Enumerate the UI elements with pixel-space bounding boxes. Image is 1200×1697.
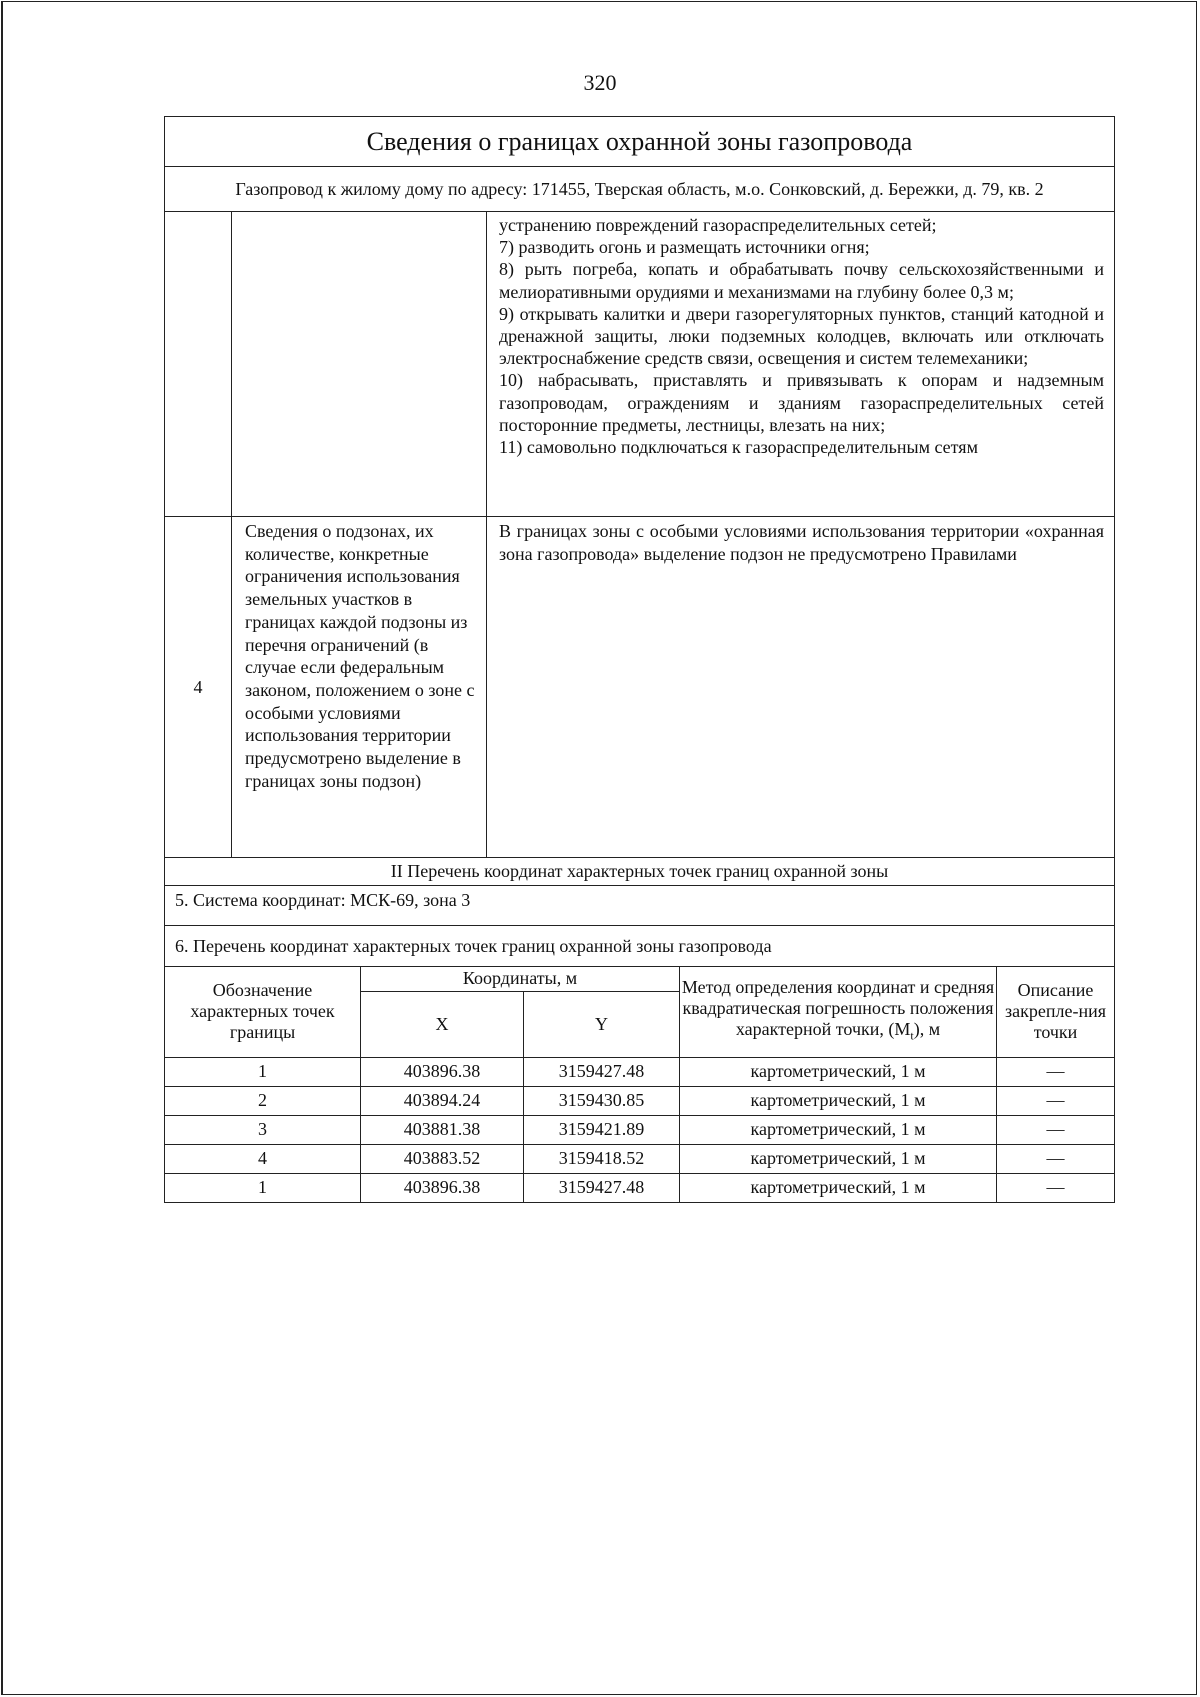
point-description: — — [997, 1086, 1115, 1115]
table-row — [165, 1115, 1115, 1144]
header-method: Метод определения координат и средняя квадратическая погрешность положения характерной точки, $(M_t)$, м — [680, 966, 997, 1057]
point-y: 3159427.48 — [524, 1057, 680, 1086]
header-designation: Обозначение характерных точек границы — [165, 966, 361, 1057]
point-y: 3159418.52 — [524, 1144, 680, 1173]
point-description: — — [997, 1115, 1115, 1144]
object-description: Газопровод к жилому дому по адресу: 171455, Тверская область, м.о. Сонковский, д. Бережки, д. 79, кв. 2 — [165, 167, 1115, 212]
rule-item: устранению повреждений газораспределительных сетей; — [499, 215, 937, 235]
point-x: 403896.38 — [361, 1057, 524, 1086]
point-y: 3159430.85 — [524, 1086, 680, 1115]
section-2-title: II Перечень координат характерных точек границ охранной зоны — [165, 858, 1115, 886]
point-method: картометрический, 1 м — [680, 1173, 997, 1202]
subzones-label: Сведения о подзонах, их количестве, конкретные ограничения использования земельных участков в границах каждой подзоны из перечня ограничений (в случае если федеральным законом, положением о зоне с особыми условиями использования территории предусмотрено выделение в границах зоны подзон) — [245, 521, 475, 791]
point-x: 403896.38 — [361, 1173, 524, 1202]
document-title: Сведения о границах охранной зоны газопровода — [165, 117, 1115, 167]
point-designation: 1 — [165, 1057, 361, 1086]
header-description: Описание закрепле-ния точки — [997, 966, 1115, 1057]
rules-text-cell — [487, 212, 1115, 517]
table-row — [165, 1144, 1115, 1173]
table-row — [165, 1086, 1115, 1115]
point-y: 3159421.89 — [524, 1115, 680, 1144]
rule-item: 7) разводить огонь и размещать источники огня; — [499, 237, 870, 258]
rules-label-cell — [232, 212, 487, 517]
rule-item: 10) набрасывать, приставлять и привязывать к опорам и надземным газопроводам, ограждениям и зданиям газораспределительных сетей посторонние предметы, лестницы, влезать на них; — [499, 370, 1104, 435]
document-body — [164, 116, 1115, 1203]
point-y: 3159427.48 — [524, 1173, 680, 1202]
subzones-row — [165, 517, 1115, 858]
header-y: Y — [524, 991, 680, 1057]
page-number: 320 — [583, 70, 617, 95]
point-designation: 3 — [165, 1115, 361, 1144]
rule-item: 8) рыть погреба, копать и обрабатывать почву сельскохозяйственными и мелиоративными орудиями и механизмами на глубину более 0,3 м; — [499, 259, 1104, 302]
point-designation: 4 — [165, 1144, 361, 1173]
point-x: 403883.52 — [361, 1144, 524, 1173]
zone-info-table — [164, 116, 1115, 967]
rules-row — [165, 212, 1115, 517]
header-coordinates: Координаты, м — [361, 966, 680, 991]
point-method: картометрический, 1 м — [680, 1057, 997, 1086]
rule-item: 9) открывать калитки и двери газорегуляторных пунктов, станций катодной и дренажной защиты, люки подземных колодцев, включать или отключать электроснабжение средств связи, освещения и систем телемеханики; — [499, 303, 1104, 369]
rules-number-cell — [165, 212, 232, 517]
point-x: 403894.24 — [361, 1086, 524, 1115]
coordinates-table — [164, 966, 1115, 1203]
point-designation: 1 — [165, 1173, 361, 1202]
point-method: картометрический, 1 м — [680, 1144, 997, 1173]
point-designation: 2 — [165, 1086, 361, 1115]
subzones-number: 4 — [165, 517, 232, 858]
coordinate-system: 5. Система координат: МСК-69, зона 3 — [165, 886, 1115, 926]
coordinate-list-title: 6. Перечень координат характерных точек границ охранной зоны газопровода — [165, 926, 1115, 967]
header-x: X — [361, 991, 524, 1057]
point-description: — — [997, 1173, 1115, 1202]
rule-item: 11) самовольно подключаться к газораспределительным сетям — [499, 437, 978, 458]
subzones-value: В границах зоны с особыми условиями использования территории «охранная зона газопровода» выделение подзон не предусмотрено Правилами — [487, 517, 1115, 858]
table-row — [165, 1057, 1115, 1086]
point-description: — — [997, 1144, 1115, 1173]
subzones-label-cell — [232, 517, 487, 858]
point-x: 403881.38 — [361, 1115, 524, 1144]
point-method: картометрический, 1 м — [680, 1115, 997, 1144]
point-description: — — [997, 1057, 1115, 1086]
point-method: картометрический, 1 м — [680, 1086, 997, 1115]
table-row — [165, 1173, 1115, 1202]
